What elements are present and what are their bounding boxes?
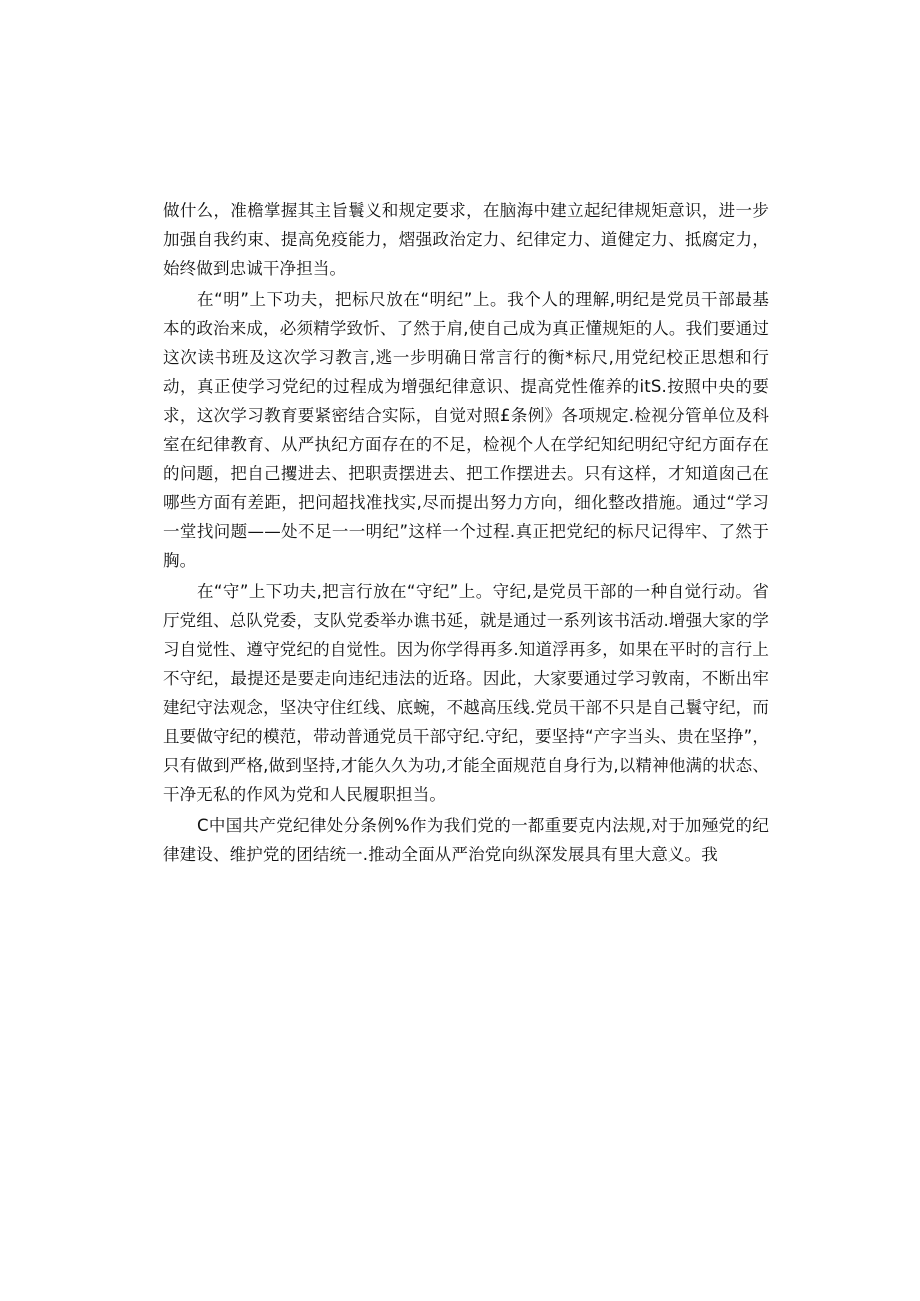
paragraph-3: 在“守”上下功夫,把言行放在“守纪”上。守纪,是党员干部的一种自觉行动。省厅党组、总队党委，支队党委举办谯书延，就是通过一系列该书活动.增强大家的学习自觉性、遵守党纪的自觉性。因为你学得再多.知道浮再多，如果在平时的言行上不守纪，最提还是要走向违纪违法的近珞。因此，大家要通过学习敦南，不断出牢建纪守法观念，坚决守住红线、底蜿，不越高压线.党员干部不只是自己鬟守纪，而且要做守纪的模范，带动普通党员干部守纪.守纪，要坚持“产字当头、贵在坚挣”，只有做到严格,做到坚持,才能久久为功,才能全面规范自身行为,以精神他满的状态、干净无私的作风为党和人民履职担当。: [163, 582, 769, 804]
paragraph-4: C中国共产党纪律处分条例%作为我们党的一都重要克内法规,对于加殛党的纪律建设、维护党的团结统一.推动全面从严治党向纵深发展具有里大意义。我: [163, 816, 769, 864]
paragraph-2: 在“明”上下功夫，把标尺放在“明纪”上。我个人的理解,明纪是党员干部最基本的政治来成，必须精学致忻、了然于肩,使自己成为真正懂规矩的人。我们要通过这次读书班及这次学习教言,逃一步明确日常言行的衡*标尺,用党纪校正思想和行动，真正使学习党纪的过程成为增强纪律意识、提高党性傕养的itS.按照中央的要求，这次学习教育要紧密结合实际，自觉对照£条例》各项规定.检视分管单位及科室在纪律教育、从严执纪方面存在的不足，检视个人在学纪知纪明纪守纪方面存在的问题，把自己攫进去、把职责摆进去、把工作摆进去。只有这样，才知道囱己在哪些方面有差距，把问超找准找实,尽而提出努力方向，细化整改措施。通过“学习一堂找问题——处不足一一明纪”这样一个过程.真正把党纪的标尺记得牢、了然于胸。: [163, 290, 769, 570]
document-body: [163, 196, 769, 871]
paragraph-1: 做什么，准檐掌握其主旨鬟义和规定要求，在脑海中建立起纪律规矩意识，进一步加强自我约束、提高免疫能力，熠强政治定力、纪律定力、道健定力、抵腐定力，始终做到忠诚干净担当。: [163, 201, 769, 278]
